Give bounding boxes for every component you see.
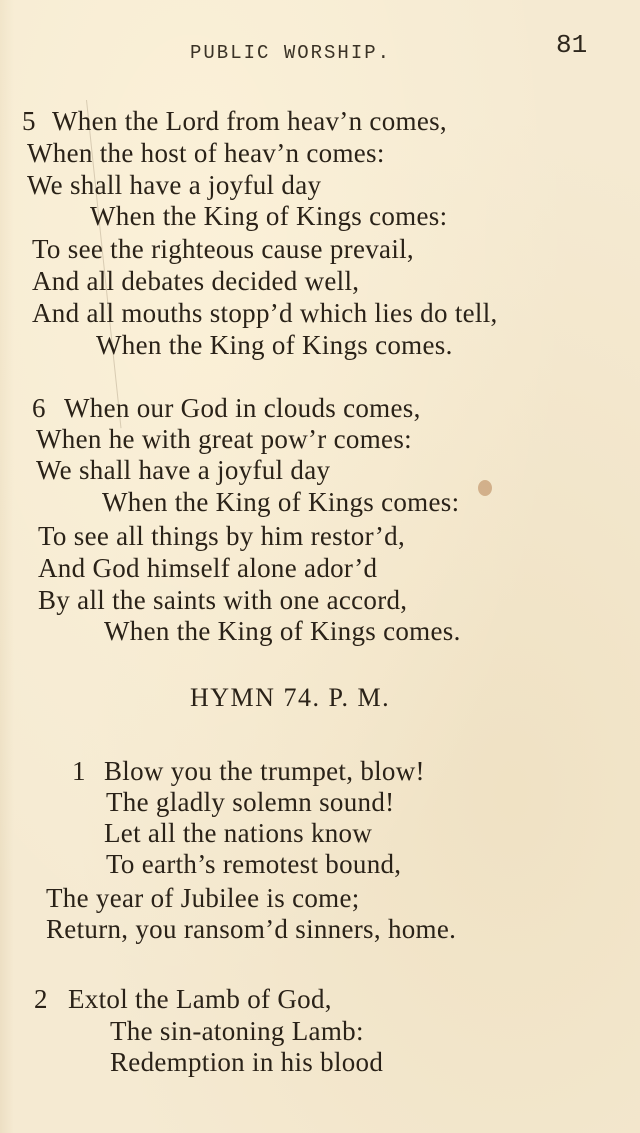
- verse-line: The sin-atoning Lamb:: [110, 1016, 364, 1046]
- page-number: 81: [556, 30, 588, 60]
- verse-line: When the King of Kings comes.: [104, 616, 461, 646]
- verse-line: Blow you the trumpet, blow!: [104, 756, 425, 786]
- verse-line: By all the saints with one accord,: [38, 585, 408, 615]
- verse-number: 2: [34, 984, 48, 1014]
- verse-line: When the King of Kings comes:: [90, 201, 448, 231]
- verse-line: We shall have a joyful day: [27, 170, 322, 200]
- verse-line: To see all things by him restor’d,: [38, 521, 406, 551]
- verse-line: Let all the nations know: [104, 818, 373, 848]
- verse-line: We shall have a joyful day: [36, 455, 331, 485]
- verse-number: 6: [32, 393, 46, 423]
- paper-stain: [478, 480, 492, 496]
- verse-number: 5: [22, 106, 36, 136]
- verse-line: Return, you ransom’d sinners, home.: [46, 914, 457, 944]
- verse-line: To earth’s remotest bound,: [106, 849, 402, 879]
- verse-line: Extol the Lamb of God,: [68, 984, 332, 1014]
- verse-line: The gladly solemn sound!: [106, 787, 395, 817]
- verse-line: When the King of Kings comes:: [102, 487, 460, 517]
- running-head: PUBLIC WORSHIP.: [190, 42, 392, 64]
- verse-line: When our God in clouds comes,: [64, 393, 421, 423]
- verse-line: When the host of heav’n comes:: [27, 138, 385, 168]
- verse-line: When the Lord from heav’n comes,: [52, 106, 447, 136]
- verse-line: To see the righteous cause prevail,: [32, 234, 414, 264]
- verse-line: And God himself alone ador’d: [38, 553, 378, 583]
- verse-line: And all mouths stopp’d which lies do tell,: [32, 298, 498, 328]
- verse-number: 1: [72, 756, 86, 786]
- verse-line: When the King of Kings comes.: [96, 330, 453, 360]
- verse-line: When he with great pow’r comes:: [36, 424, 412, 454]
- hymn-title: HYMN 74. P. M.: [190, 683, 391, 712]
- verse-line: The year of Jubilee is come;: [46, 883, 360, 913]
- verse-line: And all debates decided well,: [32, 266, 360, 296]
- verse-line: Redemption in his blood: [110, 1047, 384, 1077]
